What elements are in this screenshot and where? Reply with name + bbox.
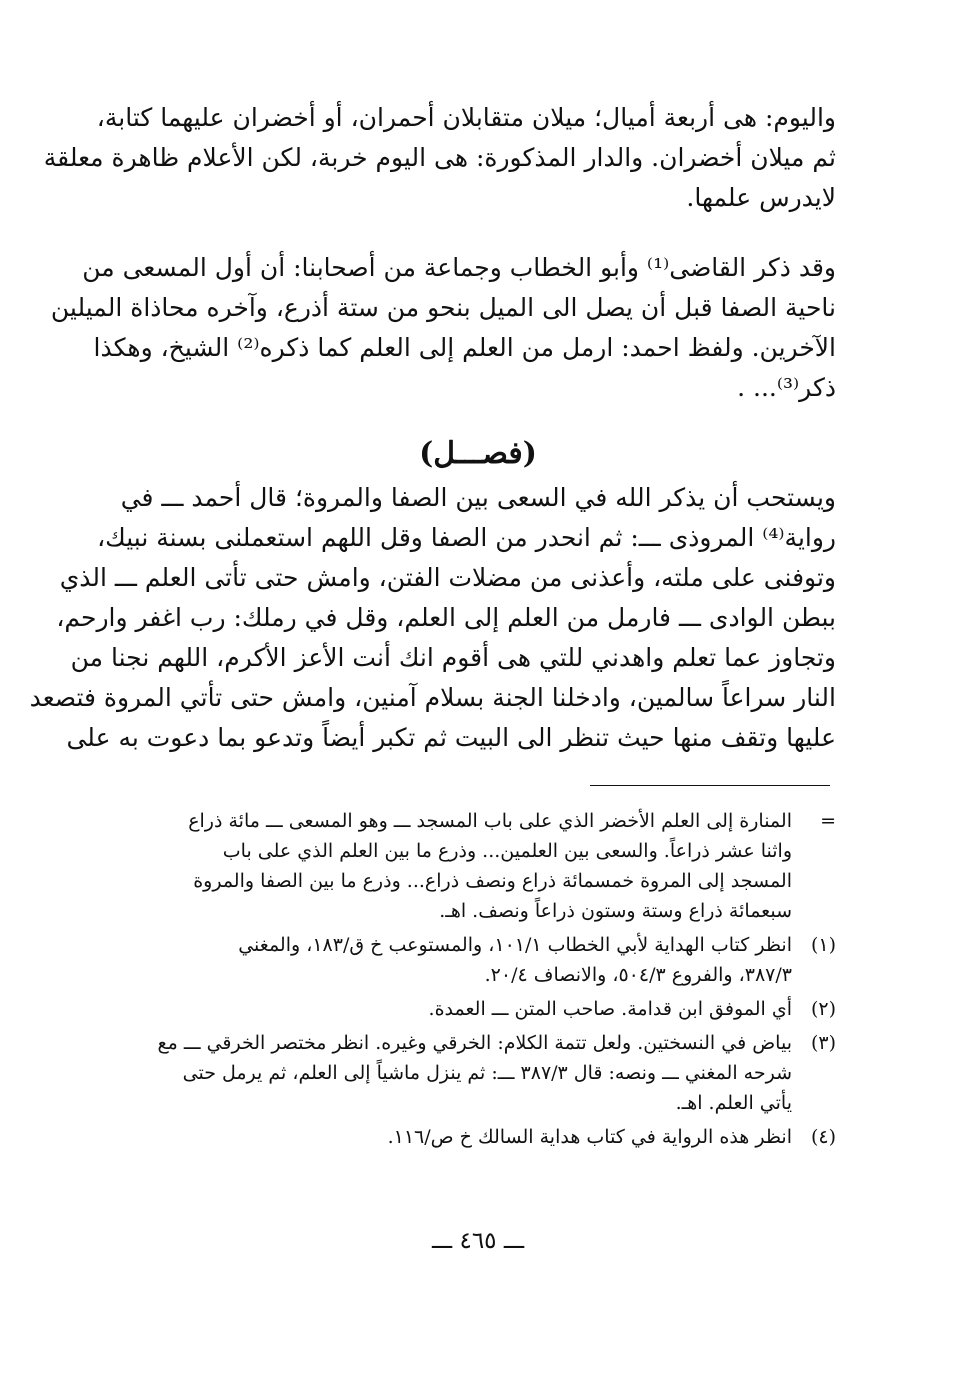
footnote-line: انظر هذه الرواية في كتاب هداية السالك خ ص/١١٦. [387, 1126, 792, 1148]
footnote-line: أي الموفق ابن قدامة. صاحب المتن ـــ العمدة. [428, 998, 792, 1020]
footnote-line: ٣٨٧/٣، والفروع ٥٠٤/٣، والانصاف ٢٠/٤. [484, 964, 792, 986]
footnote-line: سبعمائة ذراع وستة وستون ذراعاً ونصف. اهـ. [439, 900, 792, 922]
footnote-line: واثنا عشر ذراعاً. والسعى بين العلمين... وذرع ما بين العلم الذي على باب [222, 840, 792, 862]
footnote-marker: (٤) [810, 1126, 836, 1148]
footnote-line: يأتي العلم. اهـ. [675, 1092, 792, 1114]
footnote-marker: = [820, 810, 836, 832]
text-line: ناحية الصفا قبل أن يصل الى الميل بنحو من ستة أذرع، وآخره محاذاة الميلين [50, 293, 836, 322]
text-line: وقد ذكر القاضى⁽¹⁾ وأبو الخطاب وجماعة من أصحابنا: أن أول المسعى من [82, 253, 836, 282]
footnote-divider [590, 785, 830, 786]
paragraph-2 [50, 248, 836, 408]
paragraph-3 [29, 478, 836, 758]
footnote-line: المسجد إلى المروة خمسمائة ذراع ونصف ذراع... وذرع ما بين الصفا والمروة [193, 870, 792, 892]
page-number: ـــ ٤٦٥ ـــ [431, 1228, 525, 1254]
text-line: النار سراعاً سالمين، وادخلنا الجنة بسلام آمنين، وامش حتى تأتي المروة فتصعد [29, 683, 836, 712]
footnote-line: انظر كتاب الهداية لأبي الخطاب ١٠١/١، والمستوعب خ ق/١٨٣، والمغني [238, 934, 792, 956]
footnote-line: شرحه المغني ـــ ونصه: قال ٣٨٧/٣ ـــ: ثم ينزل ماشياً إلى العلم، ثم يرمل حتى [182, 1062, 792, 1084]
text-line: عليها وتقف منها حيث تنظر الى البيت ثم تكبر أيضاً وتدعو بما دعوت به على [66, 723, 836, 752]
footnote-1 [165, 930, 836, 990]
section-heading: (فصـــل) [419, 436, 537, 471]
footnote-marker: (١) [810, 934, 836, 956]
text-line: وتجاوز عما تعلم واهدني للتي هى أقوم انك أنت الأعز الأكرم، اللهم نجنا من [70, 643, 836, 672]
text-line: ثم ميلان أخضران. والدار المذكورة: هى اليوم خربة، لكن الأعلام ظاهرة معلقة [43, 143, 836, 172]
footnote-4 [165, 1122, 836, 1152]
footnote-line: المنارة إلى العلم الأخضر الذي على باب المسجد ـــ وهو المسعى ـــ مائة ذراع [188, 810, 792, 832]
text-line: الآخرين. ولفظ احمد: ارمل من العلم إلى العلم كما ذكره⁽²⁾ الشيخ، وهكذا [93, 333, 836, 362]
paragraph-1 [43, 98, 836, 218]
footnote-continuation [165, 806, 836, 926]
footnotes [157, 806, 836, 1156]
text-line: واليوم: هى أربعة أميال؛ ميلان متقابلان أحمران، أو أخضران عليهما كتابة، [96, 103, 836, 132]
footnote-3 [157, 1028, 836, 1118]
text-line: وتوفنى على ملته، وأعذنى من مضلات الفتن، وامش حتى تأتى العلم ـــ الذي [59, 563, 836, 592]
footnote-marker: (٣) [810, 1032, 836, 1054]
text-line: ويستحب أن يذكر الله في السعى بين الصفا والمروة؛ قال أحمد ـــ في [120, 483, 836, 512]
text-line: رواية⁽⁴⁾ المروذى ـــ: ثم انحدر من الصفا وقل اللهم استعملنى بسنة نبيك، [97, 523, 836, 552]
text-line: ذكر⁽³⁾... . [737, 373, 836, 402]
footnote-2 [165, 994, 836, 1024]
text-line: ببطن الوادى ـــ فارمل من العلم إلى العلم، وقل في رملك: رب اغفر وارحم، [56, 603, 836, 632]
footnote-line: بياض في النسختين. ولعل تتمة الكلام: الخرقي وغيره. انظر مختصر الخرقي ـــ مع [157, 1032, 792, 1054]
footnote-marker: (٢) [810, 998, 836, 1020]
text-line: لايدرس علمها. [686, 183, 836, 212]
